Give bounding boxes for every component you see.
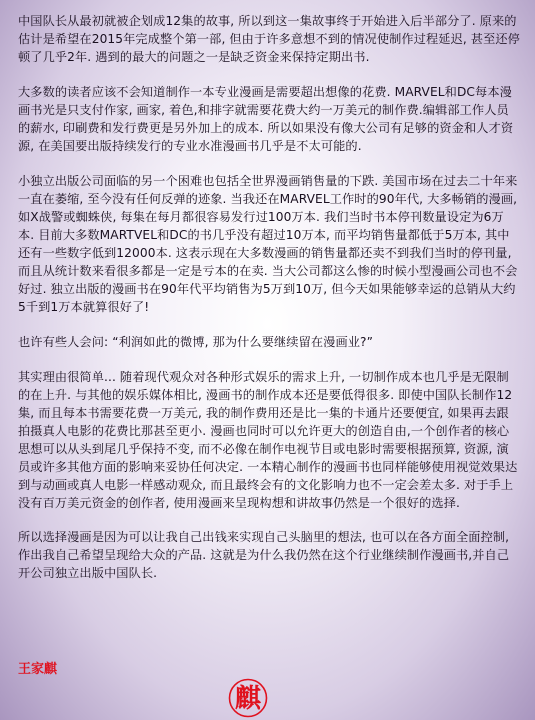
paragraph-3: 小独立出版公司面临的另一个困难也包括全世界漫画销售量的下跌. 美国市场在过去二十年来一直在萎缩, 至今没有任何反弹的迹象. 当我还在MARVEL工作时的90年代, 大多畅销的漫画, 如X战警或蜘蛛侠, 每集在每月都很容易发行过100万本. 我们当时书本停刊数量设定为6万本. 目前大多数MARTVEL和DC的书几乎没有超过10万本, 而平均销售量都低于5万本, 其中还有一些数字低到12000本. 这表示现在大多数漫画的销售量都还卖不到我们当时的停刊量, 而且从统计数来看很多都是一定是亏本的在卖. 当大公司都这么惨的时候小型漫画公司也不会好过. 独立出版的漫画书在90年代平均销售为5万到10万, 但今天如果能够幸运的总销从大约5千到1万本就算很好了!: [18, 174, 518, 314]
paragraph-4: 也许有些人会问: “利润如此的微博, 那为什么要继续留在漫画业?”: [18, 335, 373, 349]
author-signature: 王家麒: [18, 662, 58, 677]
svg-text:麒: 麒: [234, 684, 262, 714]
paragraph-1: 中国队长从最初就被企划成12集的故事, 所以到这一集故事终于开始进入后半部分了. 原来的估计是希望在2015年完成整个第一部, 但由于许多意想不到的情况使制作过程延迟, 甚至还停顿了几乎2年. 遇到的最大的问题之一是缺乏资金来保持定期出书.: [18, 14, 520, 64]
article-body: [18, 12, 520, 599]
paragraph-6: 所以选择漫画是因为可以让我自己出钱来实现自己头脑里的想法, 也可以在各方面全面控制, 作出我自己希望呈现给大众的产品. 这就是为什么我仍然在这个行业继续制作漫画书,并自己开公司独立出版中国队长.: [18, 530, 510, 580]
paragraph-2: 大多数的读者应该不会知道制作一本专业漫画是需要超出想像的花费. MARVEL和DC每本漫画书光是只支付作家, 画家, 着色,和排字就需要花费大约一万美元的制作费.编辑部工作人员的薪水, 印刷费和发行费更是另外加上的成本. 所以如果没有像大公司有足够的资金和人才资源, 在美国要出版持续发行的专业水准漫画书几乎是不太可能的.: [18, 85, 514, 153]
paragraph-5: 其实理由很简单... 随着现代观众对各种形式娱乐的需求上升, 一切制作成本也几乎是无限制的在上升. 与其他的娱乐媒体相比, 漫画书的制作成本还是要低得很多. 即使中国队长制作12集, 而且每本书需要花费一万美元, 我的制作费用还是比一集的卡通片还要便宜, 如果再去跟拍摄真人电影的花费比那甚至更小. 漫画也同时可以允许更大的创造自由,一个创作者的核心思想可以从头到尾几乎保持不变, 而不必像在制作电视节目或电影时需要根据预算, 资源, 演员或许多其他方面的影响来妥协任何决定. 一本精心制作的漫画书也同样能够使用视觉效果达到与动画或真人电影一样感动观众, 而且最终会有的文化影响力也不一定会差太多. 对于手上没有百万美元资金的创作者, 使用漫画来呈现构想和讲故事仍然是一个很好的选择.: [18, 370, 518, 510]
red-seal-stamp: [228, 678, 268, 718]
